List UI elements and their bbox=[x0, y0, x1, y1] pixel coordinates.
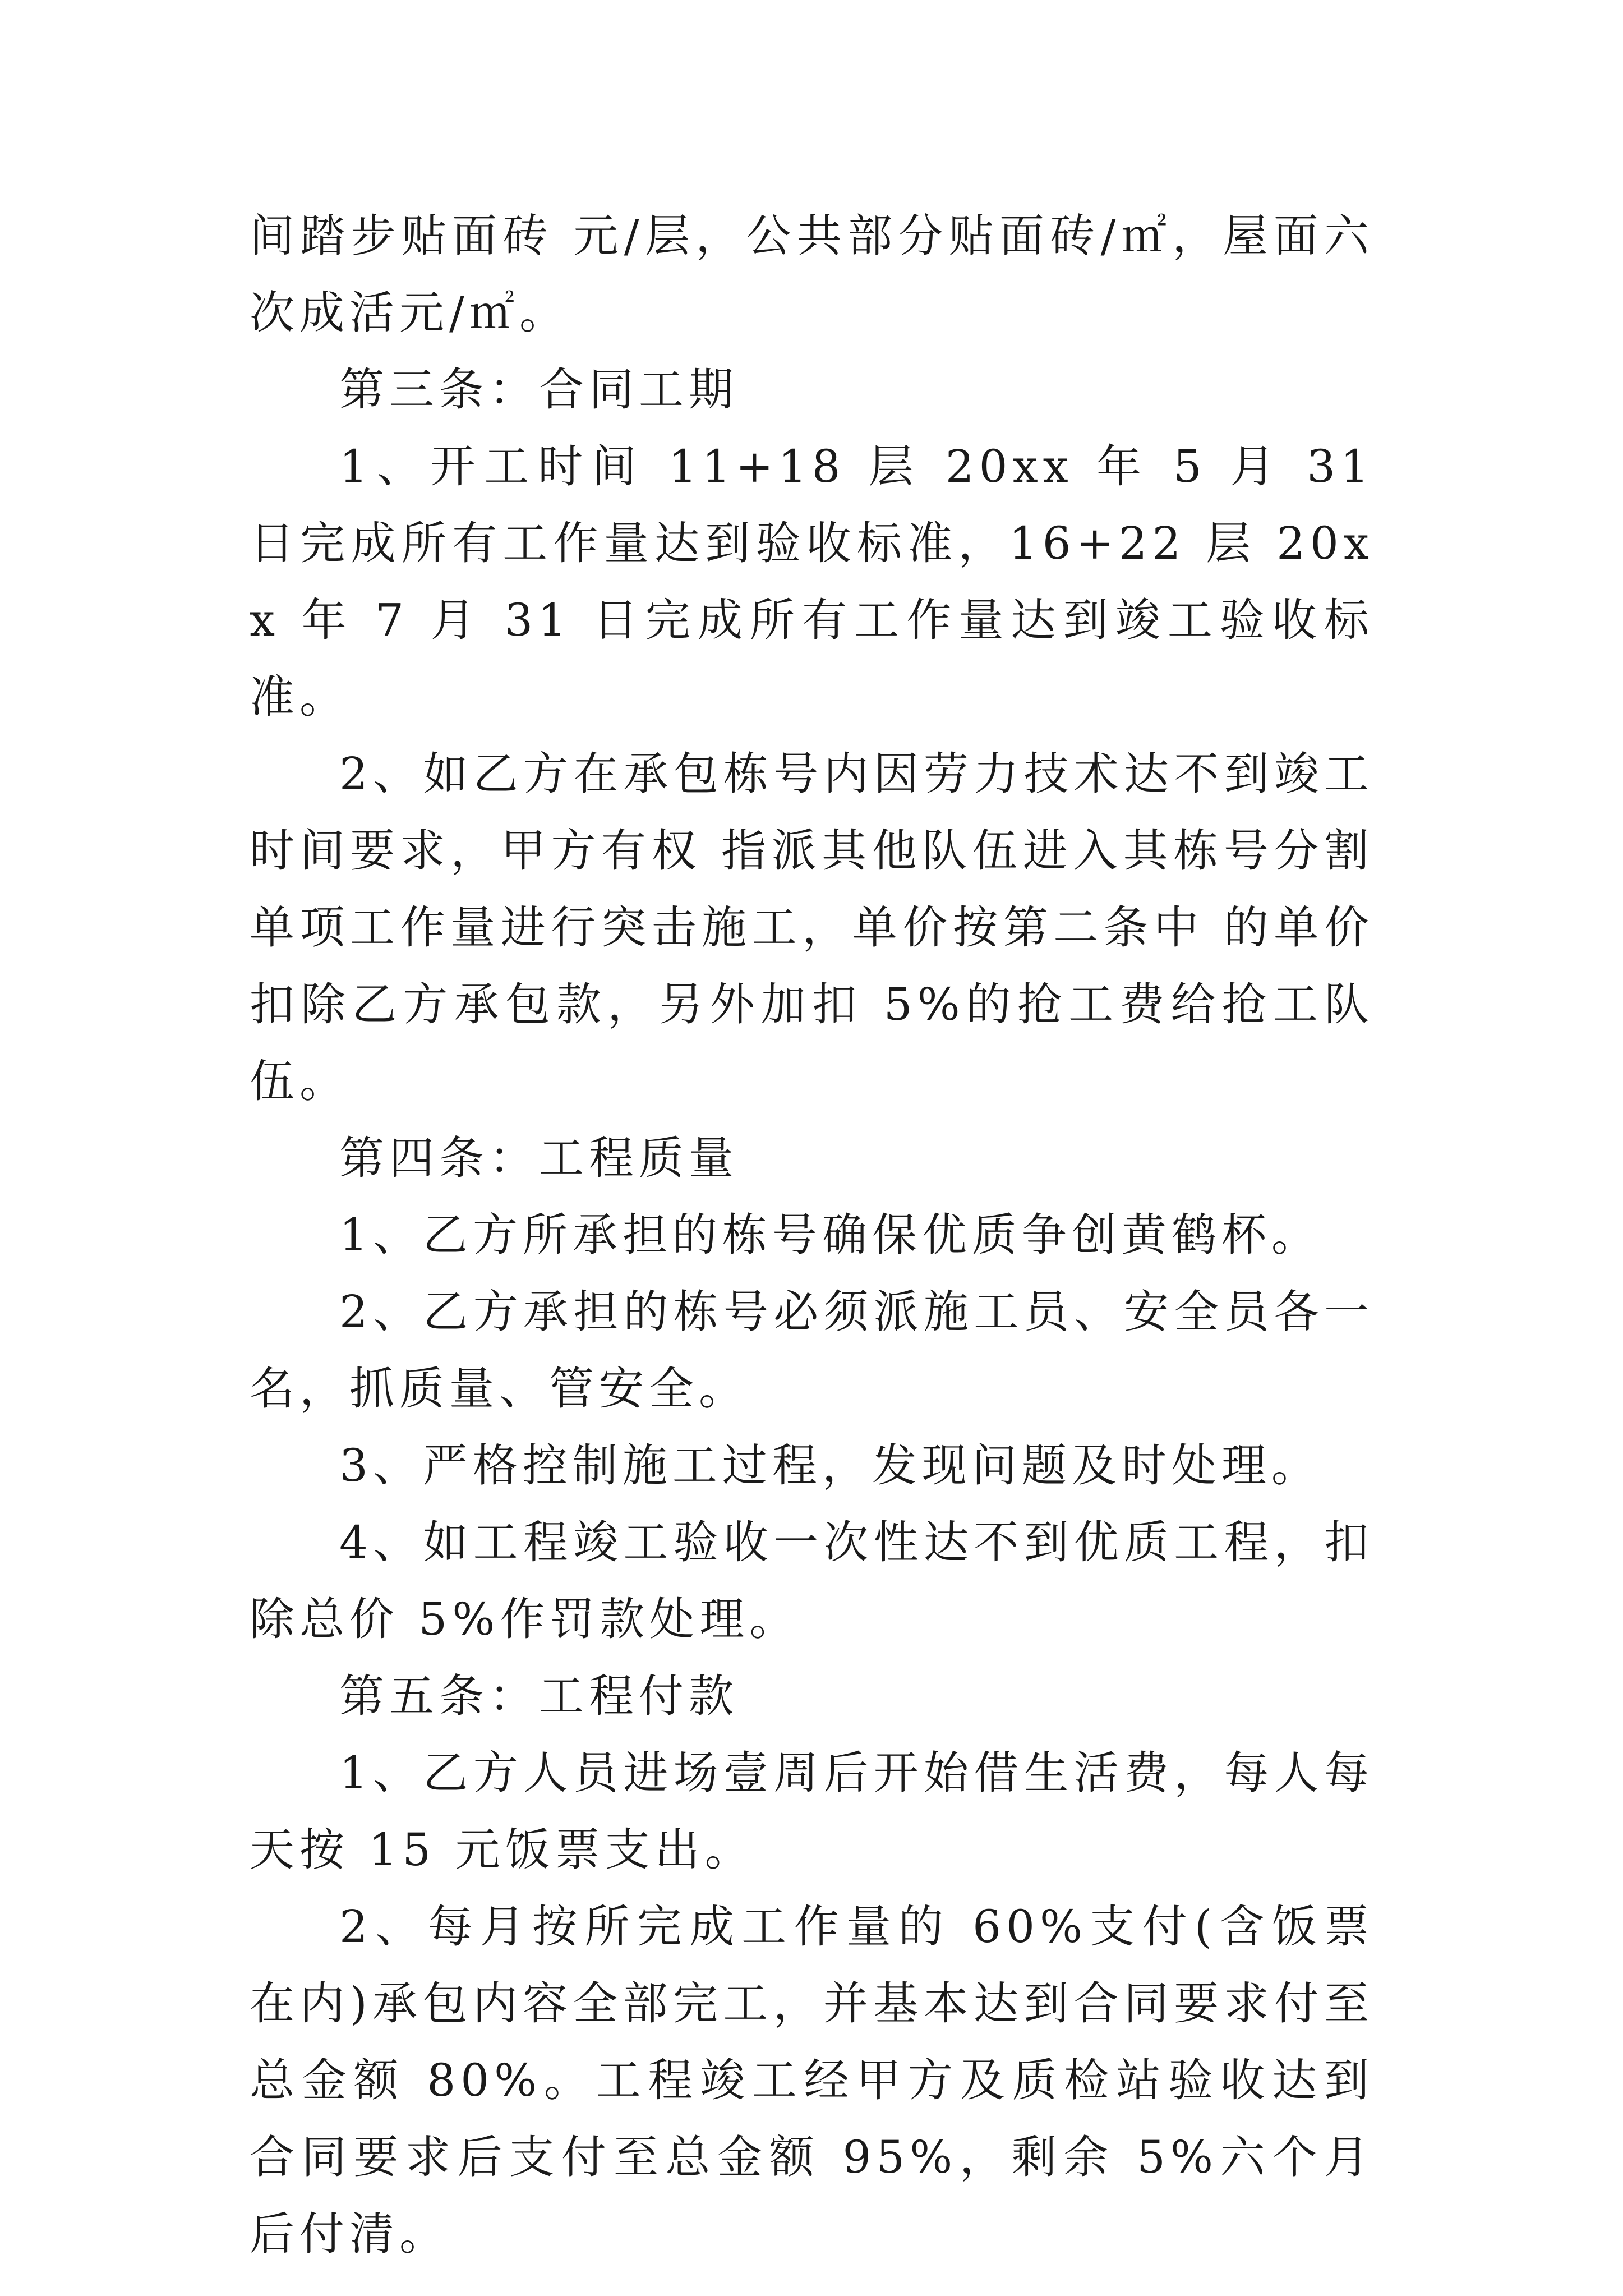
document-body bbox=[250, 197, 1374, 2272]
paragraph-quality-item-2: 2、乙方承担的栋号必须派施工员、安全员各一名，抓质量、管安全。 bbox=[250, 1286, 1374, 1415]
paragraph-quality-item-1: 1、乙方所承担的栋号确保优质争创黄鹤杯。 bbox=[339, 1209, 1321, 1261]
paragraph-schedule-item-2: 2、如乙方在承包栋号内因劳力技术达不到竣工时间要求，甲方有权 指派其他队伍进入其栋号分割单项工作量进行突击施工，单价按第二条中 的单价扣除乙方承包款，另外加扣 5%的抢工费给抢工队伍。 bbox=[250, 748, 1374, 1107]
paragraph-continuation: 间踏步贴面砖 元/层，公共部分贴面砖/㎡，屋面六次成活元/㎡。 bbox=[250, 210, 1374, 339]
paragraph-schedule-item-1: 1、开工时间 11+18 层 20xx 年 5 月 31 日完成所有工作量达到验收标准，16+22 层 20xx 年 7 月 31 日完成所有工作量达到竣工验收标准。 bbox=[250, 440, 1374, 723]
section-heading-article-4: 第四条：工程质量 bbox=[339, 1132, 739, 1184]
paragraph-quality-item-4: 4、如工程竣工验收一次性达不到优质工程，扣除总价 5%作罚款处理。 bbox=[250, 1516, 1374, 1645]
section-heading-article-5: 第五条：工程付款 bbox=[339, 1670, 739, 1722]
paragraph-payment-item-2: 2、每月按所完成工作量的 60%支付(含饭票在内)承包内容全部完工，并基本达到合同要求付至总金额 80%。工程竣工经甲方及质检站验收达到合同要求后支付至总金额 95%，剩余 5%六个月后付清。 bbox=[250, 1901, 1374, 2260]
paragraph-quality-item-3: 3、严格控制施工过程，发现问题及时处理。 bbox=[339, 1439, 1321, 1492]
section-heading-article-3: 第三条：合同工期 bbox=[339, 364, 739, 416]
paragraph-payment-item-1: 1、乙方人员进场壹周后开始借生活费，每人每天按 15 元饭票支出。 bbox=[250, 1747, 1374, 1876]
